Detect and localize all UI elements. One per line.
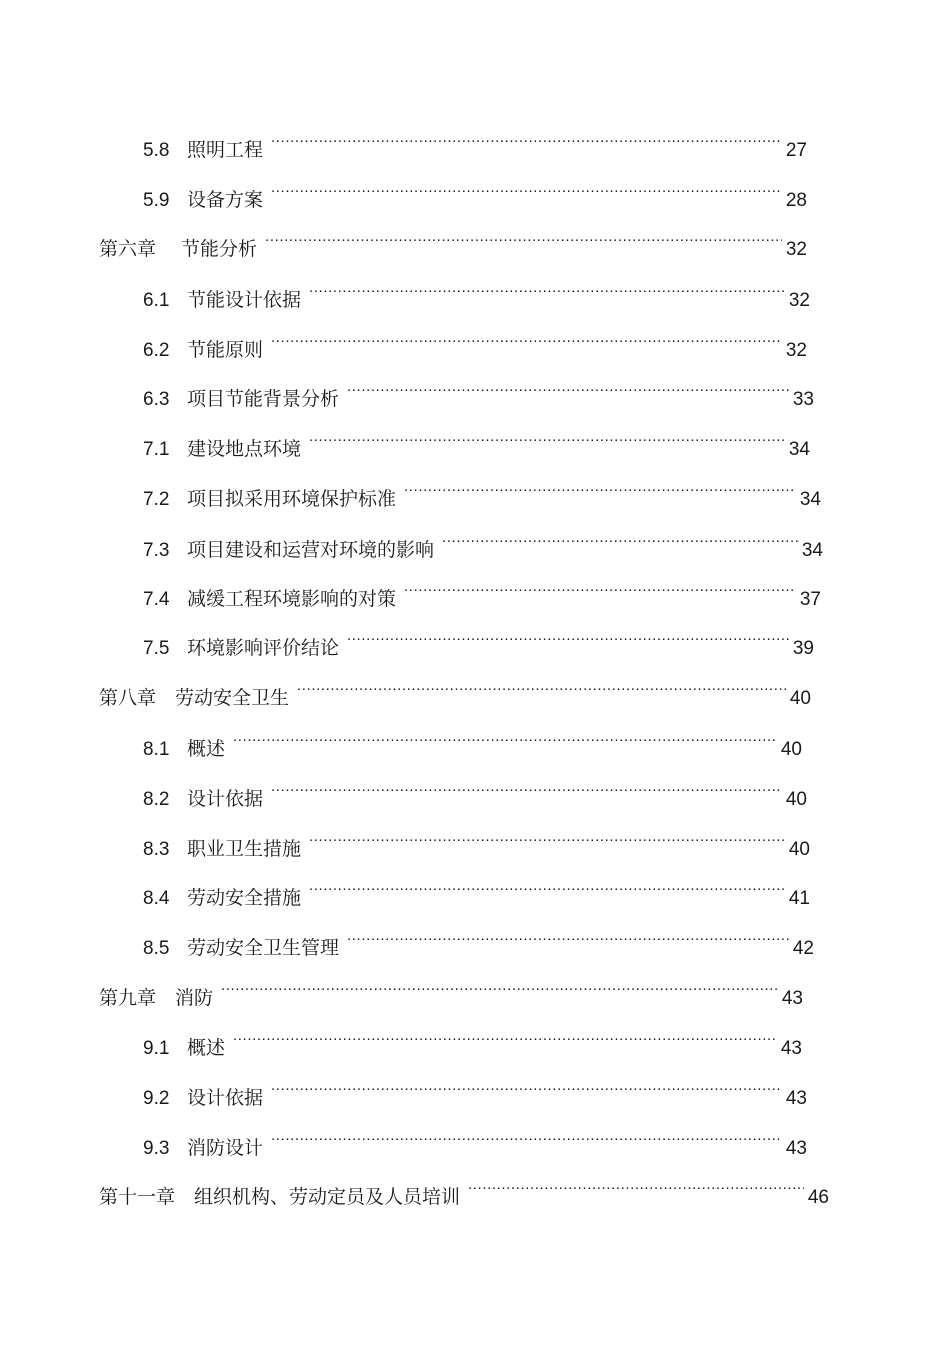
- toc-entry-8-1[interactable]: [143, 729, 802, 760]
- toc-entry-page: 27: [785, 140, 807, 161]
- dot-leader: [265, 229, 782, 255]
- toc-entry-page: 40: [780, 739, 802, 760]
- toc-entry-number: 6.2: [143, 340, 170, 361]
- toc-entry-6-2[interactable]: [143, 330, 807, 361]
- dot-leader: [271, 180, 782, 206]
- toc-entry-number: 7.2: [143, 489, 170, 510]
- toc-entry-page: 40: [788, 839, 810, 860]
- toc-entry-number: 9.1: [143, 1038, 170, 1059]
- dot-leader: [347, 628, 789, 654]
- toc-entry-page: 40: [789, 688, 811, 709]
- toc-entry-9-3[interactable]: [143, 1128, 807, 1159]
- toc-entry-number: 9.3: [143, 1138, 170, 1159]
- toc-entry-title: 节能原则: [187, 339, 264, 361]
- toc-entry-number: 7.5: [143, 638, 170, 659]
- toc-entry-title: 职业卫生措施: [187, 838, 302, 860]
- dot-leader: [347, 379, 789, 405]
- toc-entry-page: 37: [799, 589, 821, 610]
- toc-entry-number: 7.3: [143, 540, 170, 561]
- toc-entry-page: 39: [792, 638, 814, 659]
- toc-entry-title: 设备方案: [187, 189, 264, 211]
- toc-entry-number: 8.4: [143, 888, 170, 909]
- dot-leader: [233, 729, 777, 755]
- toc-chapter-6[interactable]: [99, 229, 807, 260]
- dot-leader: [271, 779, 782, 805]
- toc-entry-title: 减缓工程环境影响的对策: [187, 588, 397, 610]
- toc-entry-page: 42: [792, 938, 814, 959]
- toc-entry-number: 6.1: [143, 290, 170, 311]
- dot-leader: [404, 579, 796, 605]
- toc-entry-6-1[interactable]: [143, 280, 810, 311]
- toc-entry-page: 40: [785, 789, 807, 810]
- toc-chapter-title: 第十一章 组织机构、劳动定员及人员培训: [99, 1186, 461, 1208]
- toc-entry-page: 43: [781, 988, 803, 1009]
- toc-entry-number: 7.1: [143, 439, 170, 460]
- toc-entry-title: 概述: [187, 738, 226, 760]
- toc-entry-title: 劳动安全措施: [187, 887, 302, 909]
- toc-entry-page: 43: [785, 1088, 807, 1109]
- toc-chapter-title: 第八章 劳动安全卫生: [99, 687, 290, 709]
- dot-leader: [468, 1177, 804, 1203]
- toc-entry-title: 消防设计: [187, 1137, 264, 1159]
- dot-leader: [309, 429, 785, 455]
- toc-entry-5-9[interactable]: [143, 180, 807, 211]
- toc-entry-7-3[interactable]: [143, 530, 823, 561]
- toc-entry-page: 32: [788, 290, 810, 311]
- toc-entry-title: 照明工程: [187, 139, 264, 161]
- toc-entry-title: 项目节能背景分析: [187, 388, 340, 410]
- toc-entry-8-4[interactable]: [143, 878, 810, 909]
- toc-entry-title: 节能设计依据: [187, 289, 302, 311]
- toc-entry-page: 41: [788, 888, 810, 909]
- dot-leader: [297, 678, 786, 704]
- toc-entry-title: 环境影响评价结论: [187, 637, 340, 659]
- toc-entry-page: 28: [785, 190, 807, 211]
- toc-entry-title: 劳动安全卫生管理: [187, 937, 340, 959]
- dot-leader: [309, 280, 785, 306]
- toc-entry-page: 32: [785, 239, 807, 260]
- toc-entry-8-3[interactable]: [143, 829, 810, 860]
- toc-entry-number: 5.8: [143, 140, 170, 161]
- toc-entry-6-3[interactable]: [143, 379, 814, 410]
- toc-entry-page: 33: [792, 389, 814, 410]
- dot-leader: [233, 1028, 777, 1054]
- toc-entry-title: 项目建设和运营对环境的影响: [187, 539, 435, 561]
- toc-entry-title: 设计依据: [187, 788, 264, 810]
- toc-entry-number: 8.2: [143, 789, 170, 810]
- toc-entry-7-5[interactable]: [143, 628, 814, 659]
- toc-entry-page: 34: [801, 540, 823, 561]
- toc-chapter-title: 第九章 消防: [99, 987, 214, 1009]
- toc-entry-7-2[interactable]: [143, 479, 821, 510]
- toc-entry-number: 9.2: [143, 1088, 170, 1109]
- toc-entry-8-5[interactable]: [143, 928, 814, 959]
- toc-entry-title: 设计依据: [187, 1087, 264, 1109]
- toc-entry-title: 建设地点环境: [187, 438, 302, 460]
- toc-entry-5-8[interactable]: [143, 130, 807, 161]
- toc-entry-page: 32: [785, 340, 807, 361]
- toc-entry-number: 8.1: [143, 739, 170, 760]
- toc-entry-page: 43: [785, 1138, 807, 1159]
- toc-entry-page: 34: [799, 489, 821, 510]
- toc-chapter-title: 第六章 节能分析: [99, 238, 258, 260]
- dot-leader: [404, 479, 796, 505]
- dot-leader: [221, 978, 778, 1004]
- dot-leader: [442, 530, 798, 556]
- toc-entry-page: 43: [780, 1038, 802, 1059]
- toc-entry-7-1[interactable]: [143, 429, 810, 460]
- toc-entry-title: 概述: [187, 1037, 226, 1059]
- dot-leader: [271, 130, 782, 156]
- toc-chapter-11[interactable]: [99, 1177, 829, 1208]
- dot-leader: [271, 1078, 782, 1104]
- dot-leader: [271, 1128, 782, 1154]
- toc-entry-number: 8.3: [143, 839, 170, 860]
- toc-entry-number: 8.5: [143, 938, 170, 959]
- dot-leader: [347, 928, 789, 954]
- toc-entry-9-1[interactable]: [143, 1028, 802, 1059]
- toc-chapter-8[interactable]: [99, 678, 811, 709]
- toc-entry-number: 5.9: [143, 190, 170, 211]
- toc-entry-8-2[interactable]: [143, 779, 807, 810]
- toc-entry-7-4[interactable]: [143, 579, 821, 610]
- dot-leader: [271, 330, 782, 356]
- toc-entry-page: 46: [807, 1187, 829, 1208]
- toc-entry-title: 项目拟采用环境保护标准: [187, 488, 397, 510]
- dot-leader: [309, 829, 785, 855]
- toc-entry-page: 34: [788, 439, 810, 460]
- toc-entry-9-2[interactable]: [143, 1078, 807, 1109]
- toc-entry-number: 7.4: [143, 589, 170, 610]
- dot-leader: [309, 878, 785, 904]
- toc-entry-number: 6.3: [143, 389, 170, 410]
- toc-chapter-9[interactable]: [99, 978, 803, 1009]
